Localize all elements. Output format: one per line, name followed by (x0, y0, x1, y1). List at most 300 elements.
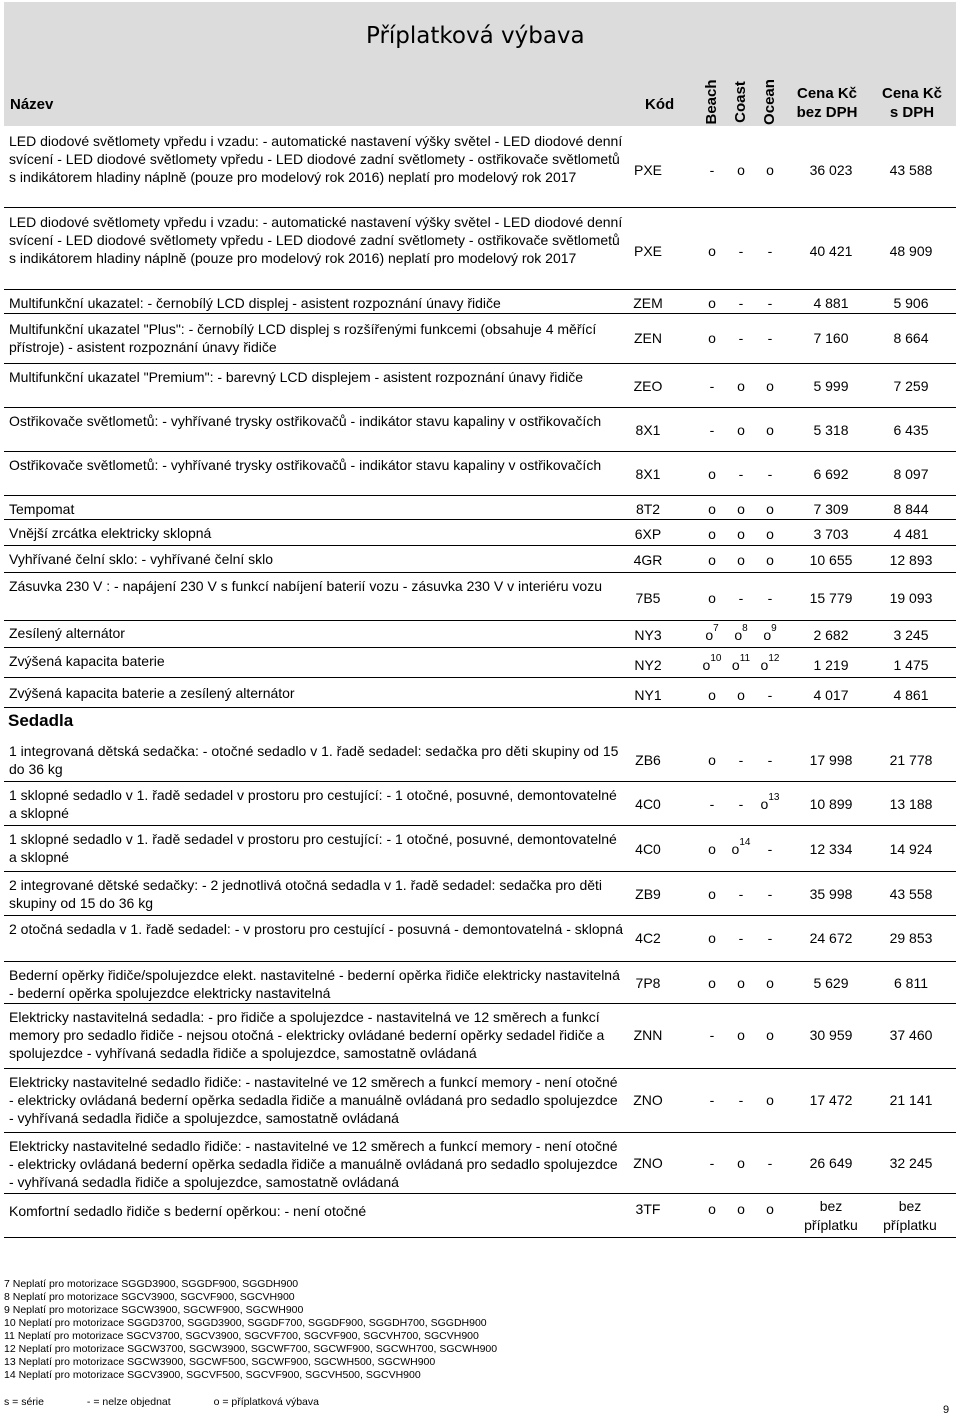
coast-availability-value: o (737, 501, 745, 517)
equipment-name (9, 550, 624, 568)
coast-availability (729, 795, 753, 813)
coast-availability-value: o (734, 627, 743, 643)
beach-availability-value: o (708, 501, 716, 517)
equipment-code (616, 242, 680, 260)
equipment-code-value: NY3 (634, 627, 662, 643)
beach-availability (700, 686, 724, 704)
equipment-code (616, 329, 680, 347)
beach-availability (700, 623, 724, 644)
beach-availability-value: - (709, 1155, 715, 1171)
price-gross-value: 12 893 (889, 552, 933, 568)
equipment-name (9, 213, 624, 267)
equipment-name-value: Ostřikovače světlometů: - vyhřívané trysky ostřikovačů - indikátor stavu kapaliny v ostřikovačích (9, 457, 602, 473)
beach-availability (700, 1154, 724, 1172)
price-gross-value: 4 861 (893, 687, 929, 703)
equipment-code-value: 7P8 (635, 975, 661, 991)
ocean-availability-value: - (767, 687, 773, 703)
equipment-code (616, 525, 680, 543)
ocean-availability (758, 161, 782, 179)
price-gross-value: 3 245 (893, 627, 929, 643)
price-gross (866, 656, 956, 674)
table-row (4, 1069, 956, 1133)
price-gross-value: 8 097 (893, 466, 929, 482)
equipment-name (9, 684, 624, 702)
price-gross (866, 1154, 956, 1172)
equipment-name (9, 524, 624, 542)
equipment-code-value: ZEN (634, 330, 662, 346)
price-gross-value: 5 906 (893, 295, 929, 311)
beach-availability-value: o (705, 627, 714, 643)
price-net-value: 4 017 (813, 687, 849, 703)
equipment-name-value: Ostřikovače světlometů: - vyhřívané trysky ostřikovačů - indikátor stavu kapaliny v ostřikovačích (9, 413, 602, 429)
table-row (4, 620, 956, 648)
equipment-name-value: Zvýšená kapacita baterie a zesílený alternátor (9, 685, 295, 701)
ocean-availability-value: - (767, 841, 773, 857)
price-net (787, 840, 875, 858)
price-gross-value: 6 435 (893, 422, 929, 438)
coast-availability (729, 589, 753, 607)
price-gross (866, 840, 956, 858)
beach-availability (700, 500, 724, 518)
equipment-code-value: PXE (633, 162, 662, 178)
coast-availability (729, 1091, 753, 1109)
equipment-code-value: 8X1 (635, 466, 661, 482)
table-row (4, 1004, 956, 1069)
equipment-code (616, 929, 680, 947)
ocean-availability-value: - (767, 466, 773, 482)
price-gross (866, 421, 956, 439)
ocean-availability (758, 1026, 782, 1044)
price-gross (866, 1026, 956, 1044)
footnote-ref: 9 (771, 623, 777, 635)
beach-availability-value: o (708, 1201, 716, 1217)
table-row (4, 573, 956, 621)
equipment-name (9, 1202, 624, 1220)
equipment-name-value: Vnější zrcátka elektricky sklopná (9, 525, 212, 541)
equipment-name (9, 786, 624, 822)
table-row (4, 1133, 956, 1194)
ocean-availability-value: o (766, 552, 774, 568)
ocean-availability-value: o (766, 1092, 774, 1108)
beach-availability-value: - (709, 378, 715, 394)
price-gross-value: 43 558 (889, 886, 933, 902)
price-gross (866, 795, 956, 813)
ocean-availability (758, 686, 782, 704)
price-gross-value: 21 778 (889, 752, 933, 768)
price-gross-value: 1 475 (893, 657, 929, 673)
price-net-value: 30 959 (809, 1027, 853, 1043)
price-net (787, 751, 875, 769)
table-row (4, 408, 956, 452)
coast-availability-value: o (737, 1027, 745, 1043)
beach-availability (700, 589, 724, 607)
price-gross-value: 13 188 (889, 796, 933, 812)
ocean-availability (758, 589, 782, 607)
beach-availability-value: o (708, 552, 716, 568)
equipment-name-value: Elektricky nastavitelná sedadla: - pro řidiče a spolujezdce - nastavitelná ve 12 směrech a funkcí memory pro sedadlo řidiče - nejsou otočná - elektricky ovládané bederní opěrky sedadel řidiče a spolujezdce - vyhřívaná sedadla řidiče a spolujezdce, samostatně ovládaná (9, 1009, 605, 1061)
equipment-code-value: ZNO (633, 1092, 663, 1108)
ocean-availability-value: o (766, 526, 774, 542)
beach-availability (700, 551, 724, 569)
header-price-gross-line2: s DPH (889, 104, 935, 121)
table-row (4, 826, 956, 872)
table-row (4, 962, 956, 1004)
equipment-name-value: 1 integrovaná dětská sedačka: - otočné sedadlo v 1. řadě sedadel: sedačka pro děti skupiny od 15 do 36 kg (9, 743, 619, 777)
equipment-name-value: LED diodové světlomety vpředu i vzadu: - automatické nastavení výšky světel - LED diodové denní svícení - LED diodové světlomety vpředu - LED diodové zadní světlomety - ostřikovače světlometů s indikátorem hladiny náplně (pouze pro modelový rok 2016) neplatí pro modelový rok 2017 (9, 214, 623, 266)
price-net-value: 2 682 (813, 627, 849, 643)
price-net (787, 421, 875, 439)
coast-availability-value: o (737, 526, 745, 542)
price-net (787, 1154, 875, 1172)
beach-availability-value: o (708, 886, 716, 902)
legend-not-orderable: - = nelze objednat (86, 1396, 171, 1408)
footnote-ref: 14 (739, 837, 751, 849)
price-net-value: 5 318 (813, 422, 849, 438)
equipment-name-value: Bederní opěrky řidiče/spolujezdce elekt. nastavitelné - bederní opěrka řidiče elektricky nastavitelná - bederní opěrka spolujezdce elektricky nastavitelná (9, 967, 620, 1001)
equipment-code-value: ZNN (633, 1027, 663, 1043)
coast-availability (729, 751, 753, 769)
equipment-code (616, 294, 680, 312)
equipment-name-value: Multifunkční ukazatel "Plus": - černobílý LCD displej s rozšířenými funkcemi (obsahuje 4 měřící přístroje) - asistent rozpoznání únavy řidiče (9, 321, 597, 355)
coast-availability-value: o (737, 1201, 745, 1217)
price-net (787, 525, 875, 543)
price-net-value: 5 999 (813, 378, 849, 394)
equipment-code-value: ZB9 (635, 886, 661, 902)
coast-availability (729, 421, 753, 439)
ocean-availability-value: - (767, 752, 773, 768)
price-gross (866, 161, 956, 179)
footnote-ref: 7 (713, 623, 719, 635)
coast-availability (729, 551, 753, 569)
equipment-code-value: 4C0 (635, 841, 661, 857)
price-gross (866, 929, 956, 947)
price-gross (866, 465, 956, 483)
beach-availability-value: o (708, 295, 716, 311)
table-row (4, 316, 956, 364)
footnote-ref: 11 (739, 653, 751, 665)
price-net-value: 17 998 (809, 752, 853, 768)
equipment-code (616, 795, 680, 813)
coast-availability (729, 161, 753, 179)
price-gross-value: 43 588 (889, 162, 933, 178)
header-price-net-line2: bez DPH (796, 104, 858, 121)
price-net (787, 551, 875, 569)
beach-availability-value: o (708, 330, 716, 346)
price-gross (866, 686, 956, 704)
equipment-code (616, 1091, 680, 1109)
table-row (4, 546, 956, 573)
beach-availability-value: o (708, 590, 716, 606)
coast-availability (729, 686, 753, 704)
equipment-name (9, 320, 624, 356)
price-gross-value: 6 811 (894, 975, 928, 991)
legend-optional: o = příplatková výbava (213, 1396, 319, 1408)
equipment-name (9, 456, 624, 474)
equipment-code-value: 3TF (635, 1201, 661, 1217)
beach-availability (700, 329, 724, 347)
equipment-name (9, 1073, 624, 1127)
equipment-name (9, 577, 624, 595)
price-gross (866, 377, 956, 395)
page-number: 9 (943, 1404, 950, 1416)
header-price-net-line1: Cena Kč (796, 85, 858, 102)
beach-availability-value: o (708, 975, 716, 991)
equipment-code (616, 161, 680, 179)
ocean-availability-value: - (767, 930, 773, 946)
price-net-value: 26 649 (809, 1155, 853, 1171)
price-gross (866, 885, 956, 903)
equipment-code-value: ZEO (633, 378, 663, 394)
section-heading-sedadla: Sedadla (8, 711, 74, 730)
equipment-code (616, 465, 680, 483)
ocean-availability-value: o (766, 975, 774, 991)
ocean-availability-value: - (767, 243, 773, 259)
footnote-13: 13 Neplatí pro motorizace SGCW3900, SGCWF500, SGCWF900, SGCWH500, SGCWH900 (4, 1356, 436, 1368)
footnote-ref: 12 (768, 653, 780, 665)
equipment-code-value: ZNO (633, 1155, 663, 1171)
ocean-availability (758, 623, 782, 644)
price-gross-value: 8 844 (893, 501, 929, 517)
price-gross (875, 1197, 945, 1235)
equipment-code (616, 751, 680, 769)
equipment-name-value: 1 sklopné sedadlo v 1. řadě sedadel v prostoru pro cestující: - 1 otočné, posuvné, demontovatelné a sklopné (9, 787, 617, 821)
beach-availability-value: - (709, 162, 715, 178)
table-row (4, 364, 956, 408)
footnote-ref: 10 (710, 653, 722, 665)
equipment-code (616, 551, 680, 569)
coast-availability-value: - (738, 295, 744, 311)
coast-availability-value: - (738, 930, 744, 946)
ocean-availability-value: o (766, 1201, 774, 1217)
price-gross (866, 1091, 956, 1109)
coast-availability (729, 653, 753, 674)
equipment-name-value: Zesílený alternátor (9, 625, 125, 641)
ocean-availability (758, 974, 782, 992)
price-gross (866, 589, 956, 607)
beach-availability-value: - (709, 1027, 715, 1043)
equipment-code (616, 626, 680, 644)
header-coast: Coast (732, 81, 749, 123)
equipment-name (9, 412, 624, 430)
footnote-7: 7 Neplatí pro motorizace SGGD3900, SGGDF900, SGGDH900 (4, 1278, 299, 1290)
footnote-9: 9 Neplatí pro motorizace SGCW3900, SGCWF900, SGCWH900 (4, 1304, 304, 1316)
equipment-code (616, 656, 680, 674)
coast-availability-value: o (731, 657, 740, 673)
price-net-value: 17 472 (809, 1092, 853, 1108)
price-gross-value: 37 460 (889, 1027, 933, 1043)
table-row (4, 209, 956, 290)
table-row (4, 680, 956, 708)
ocean-availability-value: - (767, 590, 773, 606)
price-net-value: 6 692 (813, 466, 849, 482)
equipment-code-value: ZB6 (635, 752, 661, 768)
coast-availability-value: - (738, 466, 744, 482)
beach-availability (700, 885, 724, 903)
price-gross-value: 29 853 (889, 930, 933, 946)
equipment-code-value: NY2 (634, 657, 662, 673)
equipment-name (9, 500, 624, 518)
equipment-name (9, 742, 624, 778)
equipment-code (616, 1026, 680, 1044)
price-net (787, 589, 875, 607)
equipment-code (616, 840, 680, 858)
price-net (787, 929, 875, 947)
ocean-availability-value: o (763, 627, 772, 643)
beach-availability-value: o (708, 930, 716, 946)
equipment-code (616, 885, 680, 903)
ocean-availability (758, 840, 782, 858)
price-gross-value: 19 093 (889, 590, 933, 606)
price-net-value: 3 703 (813, 526, 849, 542)
table-row (4, 916, 956, 962)
equipment-code (616, 500, 680, 518)
price-gross (866, 294, 956, 312)
coast-availability (729, 623, 753, 644)
price-net-value: 24 672 (809, 930, 853, 946)
price-gross-value: 4 481 (893, 526, 929, 542)
coast-availability-value: o (737, 378, 745, 394)
price-net (796, 1197, 866, 1235)
beach-availability-value: o (708, 526, 716, 542)
price-net (787, 795, 875, 813)
coast-availability-value: o (737, 552, 745, 568)
beach-availability-value: o (708, 841, 716, 857)
equipment-name (9, 624, 624, 642)
ocean-availability (758, 1091, 782, 1109)
equipment-name-value: Komfortní sedadlo řidiče s bederní opěrkou: - není otočné (9, 1203, 367, 1219)
beach-availability (700, 525, 724, 543)
coast-availability-value: - (738, 886, 744, 902)
table-row (4, 648, 956, 678)
footnote-8: 8 Neplatí pro motorizace SGCV3900, SGCVF900, SGCVH900 (4, 1291, 295, 1303)
equipment-code (616, 589, 680, 607)
equipment-name (9, 294, 624, 312)
footnote-10: 10 Neplatí pro motorizace SGGD3700, SGGD3900, SGGDF700, SGGDF900, SGGDH700, SGGDH900 (4, 1317, 487, 1329)
price-net (787, 1091, 875, 1109)
beach-availability (700, 294, 724, 312)
coast-availability-value: - (738, 590, 744, 606)
coast-availability-value: o (737, 422, 745, 438)
header-price-gross-line1: Cena Kč (881, 85, 943, 102)
equipment-code-value: PXE (633, 243, 662, 259)
price-net (787, 242, 875, 260)
ocean-availability-value: - (767, 886, 773, 902)
coast-availability (729, 377, 753, 395)
table-row (4, 128, 956, 208)
ocean-availability (758, 551, 782, 569)
price-gross (866, 751, 956, 769)
equipment-code-value: 4GR (633, 552, 663, 568)
equipment-code-value: 8T2 (635, 501, 661, 517)
price-net-value: 10 655 (809, 552, 853, 568)
equipment-name-value: LED diodové světlomety vpředu i vzadu: - automatické nastavení výšky světel - LED diodové denní svícení - LED diodové světlomety vpředu - LED diodové zadní světlomety - ostřikovače světlometů s indikátorem hladiny náplně (pouze pro modelový rok 2016) neplatí pro modelový rok 2017 (9, 133, 623, 185)
ocean-availability (758, 421, 782, 439)
price-net-value: 36 023 (809, 162, 853, 178)
coast-availability (729, 929, 753, 947)
price-net (787, 1026, 875, 1044)
beach-availability (700, 1200, 724, 1218)
beach-availability (700, 161, 724, 179)
coast-availability (729, 294, 753, 312)
coast-availability-value: o (737, 975, 745, 991)
equipment-name-value: Multifunkční ukazatel: - černobílý LCD displej - asistent rozpoznání únavy řidiče (9, 295, 501, 311)
table-row (4, 452, 956, 496)
price-net (787, 294, 875, 312)
table-row (4, 872, 956, 916)
beach-availability (700, 840, 724, 858)
coast-availability-value: o (737, 1155, 745, 1171)
equipment-name (9, 132, 624, 186)
ocean-availability (758, 792, 782, 813)
header-ocean: Ocean (761, 79, 778, 125)
price-net (787, 500, 875, 518)
ocean-availability-value: o (766, 378, 774, 394)
equipment-name-value: Elektricky nastavitelné sedadlo řidiče: - nastavitelné ve 12 směrech a funkcí memory - není otočné - elektricky ovládaná bederní opěrka sedadla řidiče a manuálně ovládaná pro sedadlo spolujezdce - vyhřívaná sedadla řidiče a spolujezdce, samostatně ovládaná (9, 1074, 618, 1126)
equipment-code (616, 974, 680, 992)
equipment-name-value: Tempomat (9, 501, 75, 517)
price-net-value: 5 629 (813, 975, 849, 991)
beach-availability-value: o (708, 243, 716, 259)
legend (4, 1396, 359, 1408)
equipment-name-value: Elektricky nastavitelné sedadlo řidiče: - nastavitelné ve 12 směrech a funkcí memory - není otočné - elektricky ovládaná bederní opěrka sedadla řidiče a manuálně ovládaná pro sedadlo spolujezdce - vyhřívaná sedadla řidiče a spolujezdce, samostatně ovládaná (9, 1138, 618, 1190)
beach-availability-value: o (708, 687, 716, 703)
price-gross (866, 500, 956, 518)
equipment-code-value: 4C0 (635, 796, 661, 812)
price-gross (866, 242, 956, 260)
equipment-code-value: NY1 (634, 687, 662, 703)
ocean-availability (758, 653, 782, 674)
price-gross-value: 14 924 (889, 841, 933, 857)
beach-availability-value: o (708, 466, 716, 482)
ocean-availability-value: - (767, 330, 773, 346)
equipment-code-value: 7B5 (635, 590, 661, 606)
table-row (4, 520, 956, 546)
footnote-12: 12 Neplatí pro motorizace SGCW3700, SGCW3900, SGCWF700, SGCWF900, SGCWH700, SGCWH900 (4, 1343, 498, 1355)
beach-availability (700, 929, 724, 947)
coast-availability (729, 329, 753, 347)
price-gross-value: 32 245 (889, 1155, 933, 1171)
ocean-availability (758, 242, 782, 260)
beach-availability (700, 974, 724, 992)
price-net (787, 656, 875, 674)
equipment-name (9, 652, 624, 670)
equipment-name-value: 2 otočná sedadla v 1. řadě sedadel: - v prostoru pro cestující - posuvná - demontovatelná - sklopná (9, 921, 624, 937)
price-net-value: 10 899 (809, 796, 853, 812)
beach-availability (700, 377, 724, 395)
price-gross (866, 626, 956, 644)
equipment-code (616, 421, 680, 439)
price-gross (866, 329, 956, 347)
footnote-11: 11 Neplatí pro motorizace SGCV3700, SGCV3900, SGCVF700, SGCVF900, SGCVH700, SGCVH900 (4, 1330, 479, 1342)
coast-availability (729, 465, 753, 483)
beach-availability (700, 421, 724, 439)
ocean-availability (758, 525, 782, 543)
price-net-value: 4 881 (813, 295, 849, 311)
equipment-name (9, 966, 624, 1002)
ocean-availability (758, 1200, 782, 1218)
price-net-value: 35 998 (809, 886, 853, 902)
footnotes (4, 1278, 497, 1382)
table-row (4, 290, 956, 314)
equipment-name-value: 2 integrované dětské sedačky: - 2 jednotlivá otočná sedadla v 1. řadě sedadel: sedačka pro děti skupiny od 15 do 36 kg (9, 877, 603, 911)
equipment-name-value: Multifunkční ukazatel "Premium": - barevný LCD displejem - asistent rozpoznání únavy řidiče (9, 369, 584, 385)
beach-availability (700, 465, 724, 483)
equipment-name-value: 1 sklopné sedadlo v 1. řadě sedadel v prostoru pro cestující: - 1 otočné, posuvné, demontovatelné a sklopné (9, 831, 617, 865)
coast-availability (729, 500, 753, 518)
price-net-value: 40 421 (809, 243, 853, 259)
equipment-code-value: 4C2 (635, 930, 661, 946)
ocean-availability (758, 885, 782, 903)
